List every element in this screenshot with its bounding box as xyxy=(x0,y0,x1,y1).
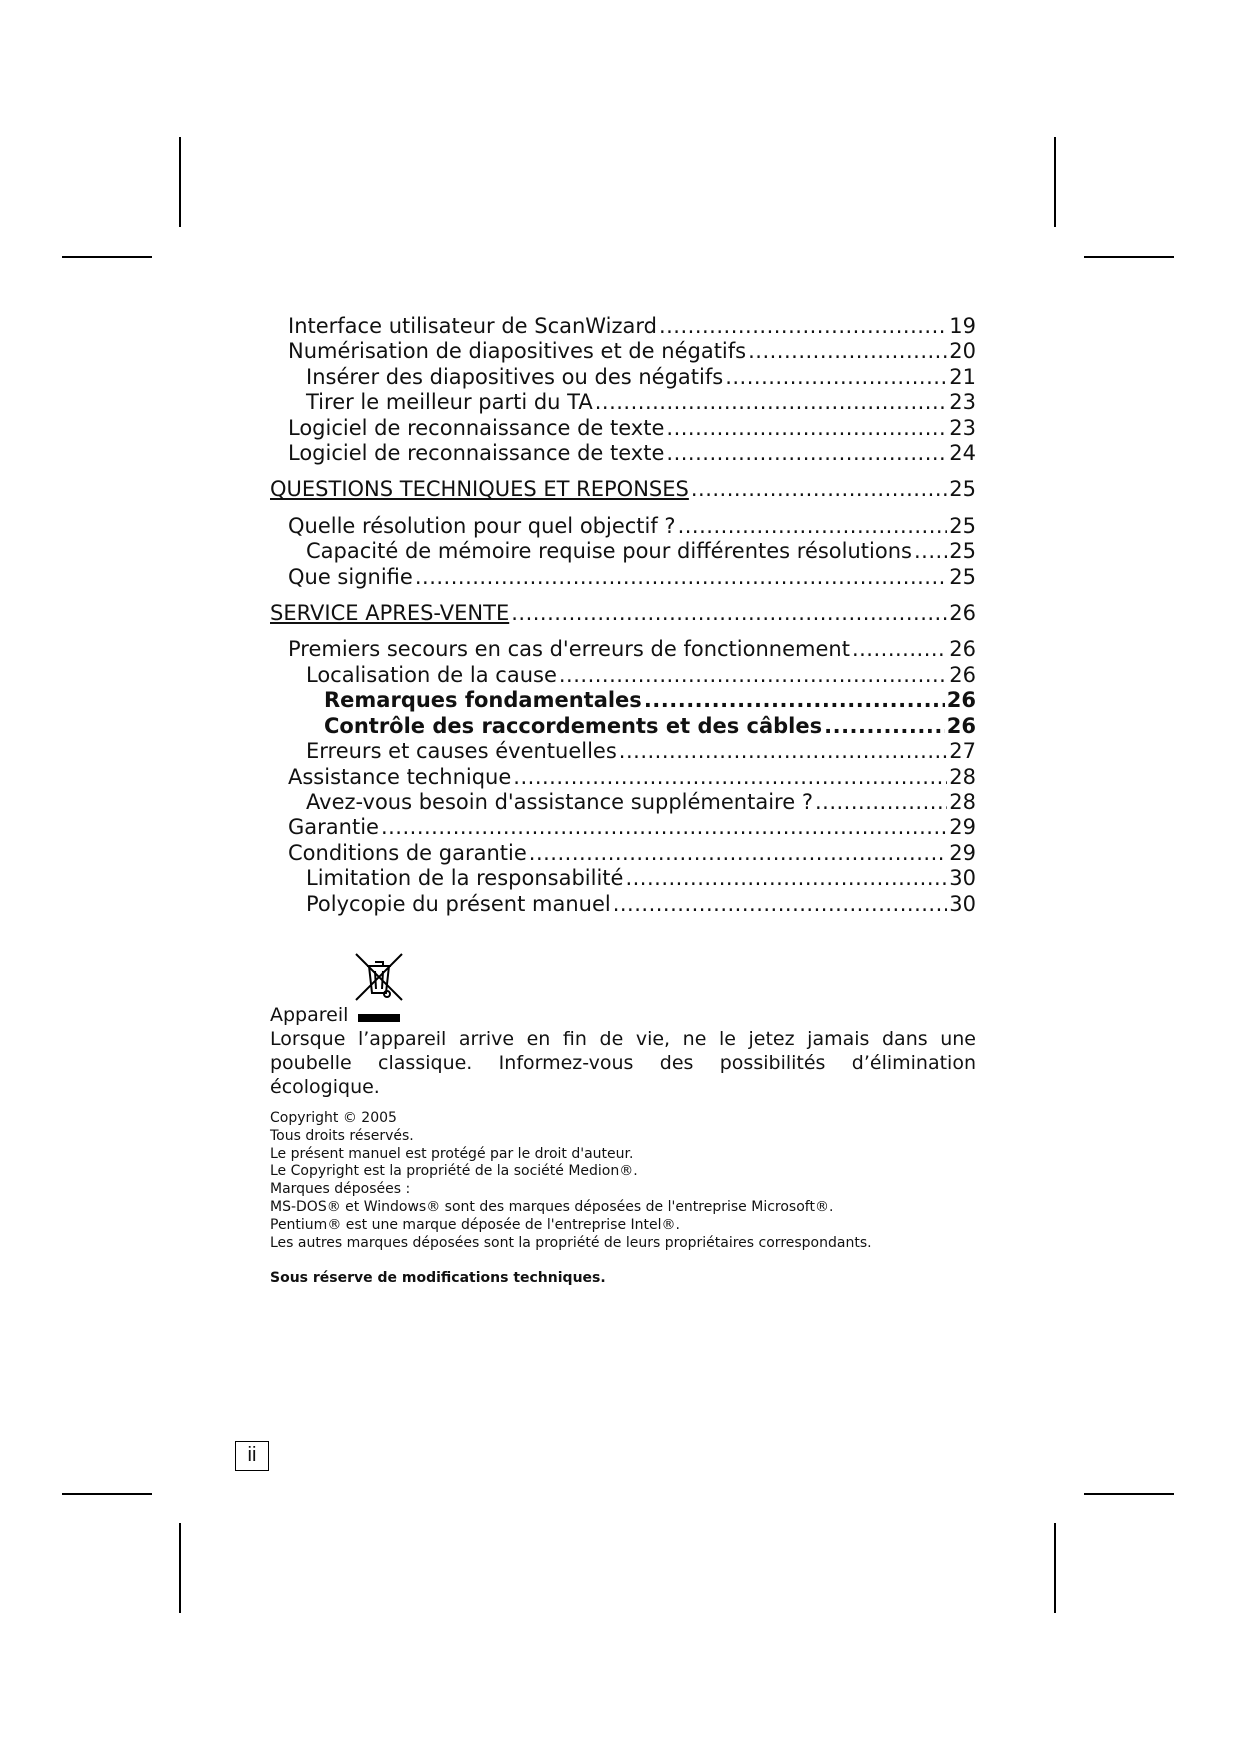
toc-entry xyxy=(270,565,976,590)
crop-mark-top-left-horizontal xyxy=(62,256,152,258)
toc-entry-page: 23 xyxy=(949,390,976,415)
toc-dot-leader xyxy=(748,339,947,364)
page-number: ii xyxy=(235,1441,269,1471)
legal-line: Pentium® est une marque déposée de l'entreprise Intel®. xyxy=(270,1216,680,1233)
toc-dot-leader xyxy=(914,539,947,564)
crop-mark-bottom-left-horizontal xyxy=(62,1493,152,1495)
technical-changes-notice: Sous réserve de modifications techniques. xyxy=(270,1270,606,1286)
toc-entry xyxy=(270,714,976,739)
legal-line: Le présent manuel est protégé par le droit d'auteur. xyxy=(270,1145,634,1162)
toc-entry-page: 28 xyxy=(949,764,976,789)
toc-entry-page: 26 xyxy=(946,688,976,713)
toc-dot-leader xyxy=(529,841,948,866)
toc-entry xyxy=(270,339,976,364)
device-label: Appareil xyxy=(270,1004,349,1026)
toc-dot-leader xyxy=(381,815,947,840)
legal-line: MS-DOS® et Windows® sont des marques déposées de l'entreprise Microsoft®. xyxy=(270,1198,834,1215)
crossed-out-wheelie-bin-icon xyxy=(353,951,405,1003)
toc-entry xyxy=(270,390,976,415)
toc-entry-page: 24 xyxy=(949,441,976,466)
toc-entry-page: 26 xyxy=(949,637,976,662)
toc-entry-page: 21 xyxy=(949,364,976,389)
toc-entry xyxy=(270,663,976,688)
toc-entry-page: 25 xyxy=(949,564,976,589)
toc-dot-leader xyxy=(659,314,947,339)
toc-entry-page: 25 xyxy=(949,539,976,564)
toc-dot-leader xyxy=(513,765,947,790)
toc-dot-leader xyxy=(619,739,947,764)
toc-dot-leader xyxy=(852,637,947,662)
toc-dot-leader xyxy=(559,663,947,688)
toc-entry-page: 30 xyxy=(949,866,976,891)
toc-entry xyxy=(270,637,976,662)
toc-entry-label: Logiciel de reconnaissance de texte xyxy=(288,441,665,466)
toc-entry xyxy=(270,441,976,466)
toc-entry xyxy=(270,365,976,390)
toc-entry-page: 25 xyxy=(949,477,976,502)
toc-entry-page: 29 xyxy=(949,840,976,865)
toc-entry-page: 26 xyxy=(949,662,976,687)
toc-entry xyxy=(270,514,976,539)
legal-line: Le Copyright est la propriété de la société Medion®. xyxy=(270,1163,638,1180)
crop-mark-bottom-left-vertical xyxy=(179,1523,181,1613)
toc-entry-label: Garantie xyxy=(288,815,379,840)
toc-entry-label: Erreurs et causes éventuelles xyxy=(306,739,617,764)
toc-entry-label: Quelle résolution pour quel objectif ? xyxy=(288,513,676,538)
toc-dot-leader xyxy=(511,601,947,626)
toc-entry-page: 30 xyxy=(949,891,976,916)
toc-entry-label: Conditions de garantie xyxy=(288,840,527,865)
toc-entry-page: 26 xyxy=(946,713,976,738)
toc-entry-label: Polycopie du présent manuel xyxy=(306,891,611,916)
crop-mark-top-left-vertical xyxy=(179,137,181,227)
toc-dot-leader xyxy=(691,477,947,502)
toc-dot-leader xyxy=(824,714,945,739)
toc-entry-label: Remarques fondamentales xyxy=(324,688,642,713)
crop-mark-top-right-vertical xyxy=(1054,137,1056,227)
toc-entry-label: QUESTIONS TECHNIQUES ET REPONSES xyxy=(270,477,689,502)
toc-dot-leader xyxy=(666,416,947,441)
table-of-contents xyxy=(270,314,976,917)
toc-entry-label: Numérisation de diapositives et de négatifs xyxy=(288,339,747,364)
toc-entry-page: 25 xyxy=(949,513,976,538)
toc-entry-label: Assistance technique xyxy=(288,764,512,789)
disposal-notice: Lorsque l’appareil arrive en fin de vie, ne le jetez jamais dans une poubelle classique. Informez-vous des possibilités d’élimination écologique. xyxy=(270,1028,976,1098)
toc-dot-leader xyxy=(725,365,947,390)
toc-entry xyxy=(270,790,976,815)
crop-mark-top-right-horizontal xyxy=(1084,256,1174,258)
legal-line: Tous droits réservés. xyxy=(270,1127,414,1144)
toc-dot-leader xyxy=(625,866,947,891)
toc-entry-page: 26 xyxy=(949,601,976,626)
toc-entry xyxy=(270,314,976,339)
toc-entry-label: Capacité de mémoire requise pour différentes résolutions xyxy=(306,539,912,564)
toc-entry xyxy=(270,866,976,891)
legal-line: Marques déposées : xyxy=(270,1181,411,1198)
toc-entry xyxy=(270,892,976,917)
toc-entry-page: 29 xyxy=(949,815,976,840)
toc-entry-label: Insérer des diapositives ou des négatifs xyxy=(306,364,724,389)
toc-dot-leader xyxy=(678,514,948,539)
legal-line: Copyright © 2005 xyxy=(270,1110,397,1126)
toc-dot-leader xyxy=(415,565,947,590)
toc-entry-label: Que signifie xyxy=(288,564,413,589)
toc-entry xyxy=(270,416,976,441)
toc-section-heading xyxy=(270,601,976,626)
toc-entry xyxy=(270,765,976,790)
toc-entry-page: 19 xyxy=(949,314,976,338)
crop-mark-bottom-right-horizontal xyxy=(1084,1493,1174,1495)
toc-entry-label: Limitation de la responsabilité xyxy=(306,866,624,891)
toc-entry xyxy=(270,688,976,713)
toc-entry-page: 28 xyxy=(949,789,976,814)
toc-dot-leader xyxy=(595,390,948,415)
toc-dot-leader xyxy=(815,790,947,815)
toc-entry-label: Interface utilisateur de ScanWizard xyxy=(288,314,657,338)
toc-entry-label: Logiciel de reconnaissance de texte xyxy=(288,415,665,440)
toc-dot-leader xyxy=(644,688,945,713)
toc-entry-label: Localisation de la cause xyxy=(306,662,557,687)
toc-entry-label: SERVICE APRES-VENTE xyxy=(270,601,510,626)
crop-mark-bottom-right-vertical xyxy=(1054,1523,1056,1613)
weee-black-bar xyxy=(358,1014,400,1022)
toc-dot-leader xyxy=(666,441,947,466)
toc-entry xyxy=(270,841,976,866)
toc-section-heading xyxy=(270,477,976,502)
toc-entry xyxy=(270,539,976,564)
toc-entry-page: 27 xyxy=(949,739,976,764)
toc-entry-page: 20 xyxy=(949,339,976,364)
toc-entry-label: Avez-vous besoin d'assistance supplémentaire ? xyxy=(306,789,813,814)
legal-notices xyxy=(270,1110,990,1252)
toc-entry xyxy=(270,815,976,840)
legal-line: Les autres marques déposées sont la propriété de leurs propriétaires correspondants. xyxy=(270,1234,872,1251)
toc-entry-label: Premiers secours en cas d'erreurs de fonctionnement xyxy=(288,637,850,662)
toc-entry-label: Contrôle des raccordements et des câbles xyxy=(324,713,823,738)
toc-entry-page: 23 xyxy=(949,415,976,440)
toc-dot-leader xyxy=(613,892,948,917)
toc-entry-label: Tirer le meilleur parti du TA xyxy=(306,390,593,415)
toc-entry xyxy=(270,739,976,764)
